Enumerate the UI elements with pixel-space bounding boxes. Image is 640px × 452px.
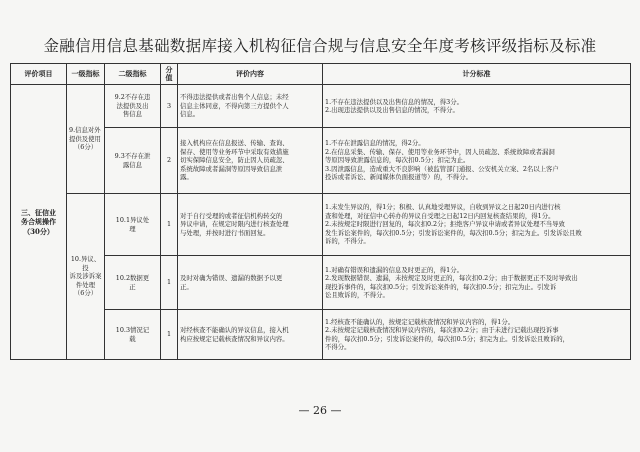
header-row xyxy=(11,64,631,85)
standard-cell: 1.不存在违法提供以及出售信息的情况，得3分。 2.出现违法提供以及出售信息的情况，不得分。 xyxy=(323,85,631,128)
header-level2: 二级指标 xyxy=(105,64,161,85)
level2-cell: 10.1异议处 理 xyxy=(105,194,161,256)
document-title: 金融信用信息基础数据库接入机构征信合规与信息安全年度考核评级指标及标准 xyxy=(43,37,597,55)
level2-cell: 9.3不存在泄 露信息 xyxy=(105,128,161,194)
assessment-table xyxy=(10,63,631,360)
table-row xyxy=(11,194,631,256)
standard-cell: 1.不存在泄露信息的情况，得2分。 2.在信息采集、传输、保存、使用等业务环节中，因人员疏忽、系统故障或者漏洞 等原因导致泄露信息的，每次扣0.5分；扣完为止。 3.因泄露信息，造成重大不良影响（被监管部门通报、公安机关立案、2名以上客户 投诉或者诉讼、新闻媒体负面报道等）的，不得分。 xyxy=(323,128,631,194)
table-row xyxy=(11,85,631,128)
header-level1: 一级指标 xyxy=(67,64,105,85)
content-cell: 对于自行受理的或者征信机构转交的 异议申请，在规定时限内进行核查处理 与处理，并按时进行书面回复。 xyxy=(178,194,323,256)
content-cell: 接入机构应在信息报送、传输、查询、 保存、使用等业务环节中采取有效措施 切实保障信息安全，防止因人员疏忽、 系统故障或者漏洞等原因导致信息泄 露。 xyxy=(178,128,323,194)
content-cell: 及时对确为错误、遗漏的数据予以更 正。 xyxy=(178,256,323,310)
level1-cell: 10.异议、投 诉及涉诉案 件处理 （6分） xyxy=(67,194,105,360)
header-score: 分值 xyxy=(161,64,178,85)
level1-cell: 9.信息对外 提供及使用 （6分） xyxy=(67,85,105,194)
item-cell: 三、征信业 务合规操作 （30分） xyxy=(11,85,67,360)
standard-cell: 1.对确有错误和遗漏的信息及时更正的，得1分。 2.发现数据错误、遗漏，未按规定及时更正的，每次扣0.2分；由于数据更正不及时导致出 现投诉事件的，每次扣0.5分；引发诉讼案件的，每次扣0.5分；扣完为止。引发诉 讼且败诉的，不得分。 xyxy=(323,256,631,310)
level2-cell: 10.3情况记 载 xyxy=(105,310,161,360)
standard-cell: 1.经核查不能确认的，按规定记载核查情况和异议内容的，得1分。 2.未按规定记载核查情况和异议内容的，每次扣0.2分；由于未进行记载出现投诉事 件的，每次扣0.5分；引发诉讼案件的，每次扣0.5分；扣完为止。引发诉讼且败诉的， 不得分。 xyxy=(323,310,631,360)
content-cell: 不得违法提供或者出售个人信息；未经 信息主体同意，不得向第三方提供个人 信息。 xyxy=(178,85,323,128)
score-cell: 2 xyxy=(161,128,178,194)
level2-cell: 9.2不存在违 法提供及出 售信息 xyxy=(105,85,161,128)
standard-cell: 1.未发生异议的，得1分；积极、认真地受理异议，自收到异议之日起20日内进行核 查和处理，对征信中心转办的异议自受理之日起12日内回复核查结果的，得1分。 2.未按规定时限进行回复的，每次扣0.2分；拒绝客户异议申请或者异议处理不当导致 发生诉讼案件的，每次扣0.5分；引发诉讼案件的，每次扣0.5分；扣完为止。引发诉讼且败 诉的，不得分。 xyxy=(323,194,631,256)
level2-cell: 10.2数据更 正 xyxy=(105,256,161,310)
score-cell: 1 xyxy=(161,310,178,360)
header-standard: 计分标准 xyxy=(323,64,631,85)
score-cell: 1 xyxy=(161,256,178,310)
score-cell: 3 xyxy=(161,85,178,128)
content-cell: 对经核查不能确认的异议信息，接入机 构应按规定记载核查情况和异议内容。 xyxy=(178,310,323,360)
page-number: — 26 — xyxy=(298,404,342,417)
header-item: 评价项目 xyxy=(11,64,67,85)
score-cell: 1 xyxy=(161,194,178,256)
header-content: 评价内容 xyxy=(178,64,323,85)
